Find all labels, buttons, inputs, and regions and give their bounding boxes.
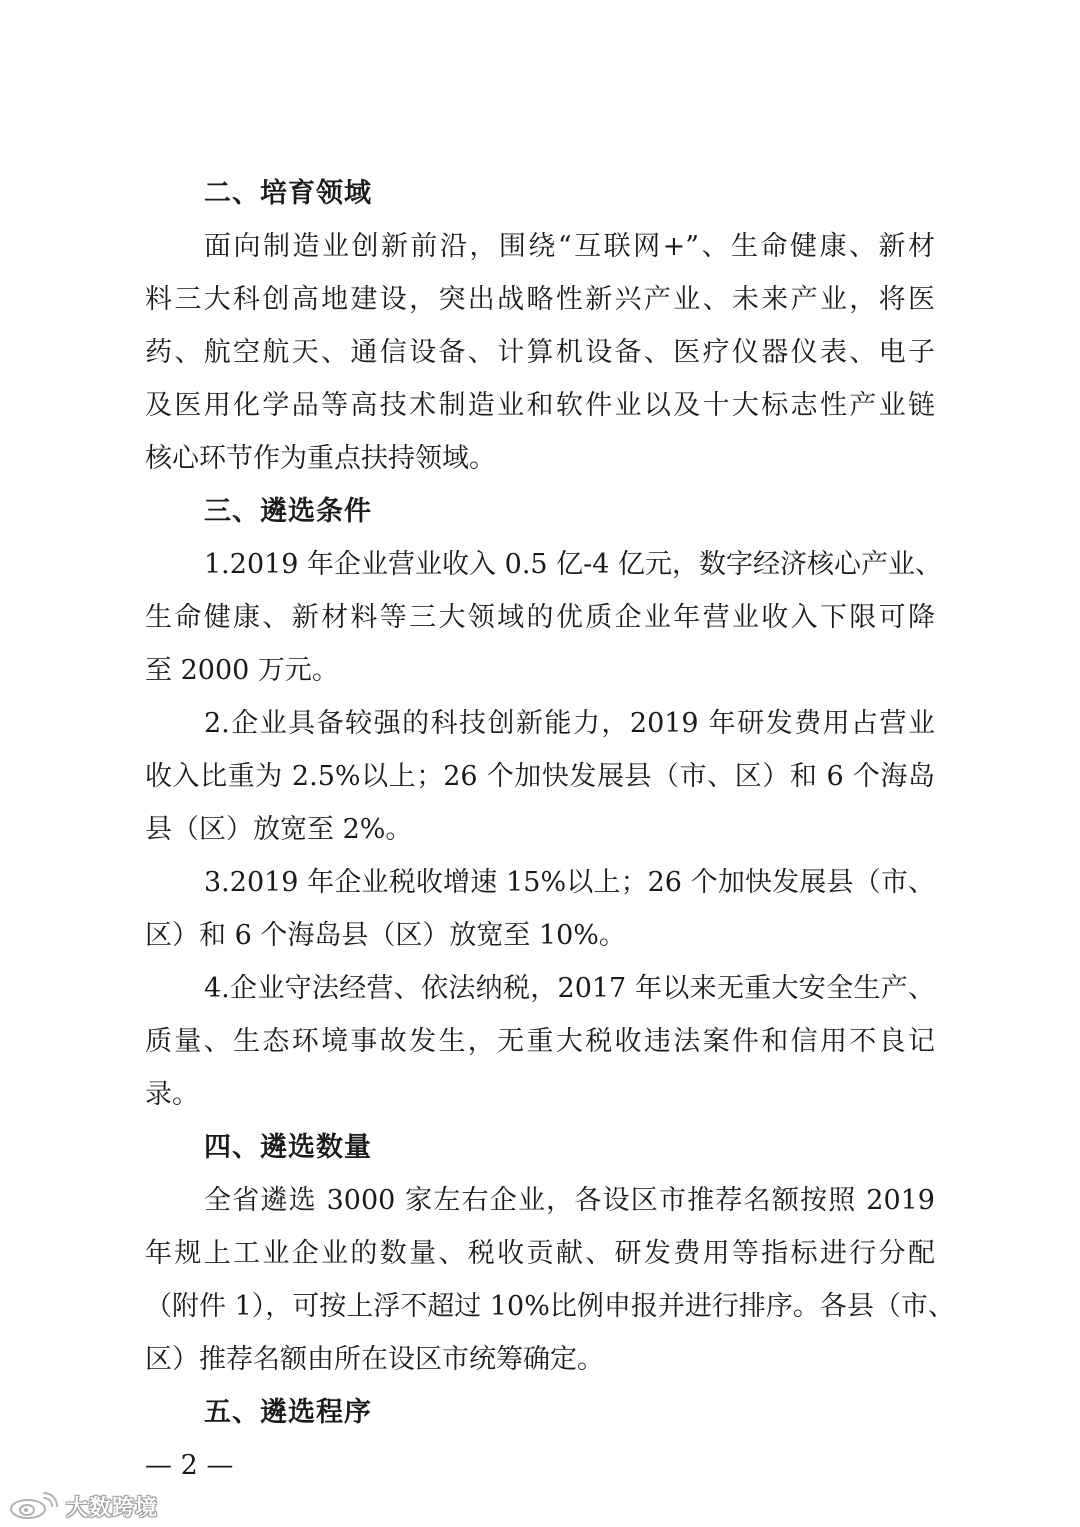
condition-3-line: 3.2019 年企业税收增速 15%以上；26 个加快发展县（市、 <box>204 867 935 898</box>
section-heading-4: 四、遴选数量 <box>204 1132 372 1163</box>
watermark-text: 大数跨境 <box>66 1495 159 1521</box>
paragraph-line: 面向制造业创新前沿，围绕“互联网+”、生命健康、新材 <box>204 231 935 262</box>
paragraph-line: 料三大科创高地建设，突出战略性新兴产业、未来产业，将医 <box>145 284 935 315</box>
section-heading-5: 五、遴选程序 <box>204 1397 372 1428</box>
condition-4-line: 质量、生态环境事故发生，无重大税收违法案件和信用不良记 <box>145 1026 935 1057</box>
condition-4-line: 录。 <box>145 1079 199 1110</box>
paragraph-line: 年规上工业企业的数量、税收贡献、研发费用等指标进行分配 <box>145 1238 935 1269</box>
condition-1-line: 至 2000 万元。 <box>145 655 339 686</box>
weibo-logo-icon <box>8 1492 60 1520</box>
paragraph-line: 核心环节作为重点扶持领域。 <box>145 443 496 474</box>
condition-1-line: 生命健康、新材料等三大领域的优质企业年营业收入下限可降 <box>145 602 935 633</box>
condition-3-line: 区）和 6 个海岛县（区）放宽至 10%。 <box>145 920 626 951</box>
paragraph-line: 全省遴选 3000 家左右企业，各设区市推荐名额按照 2019 <box>204 1185 935 1216</box>
condition-4-line: 4.企业守法经营、依法纳税，2017 年以来无重大安全生产、 <box>204 973 935 1004</box>
watermark <box>8 1488 158 1524</box>
paragraph-line: 药、航空航天、通信设备、计算机设备、医疗仪器仪表、电子 <box>145 337 935 368</box>
condition-2-line: 收入比重为 2.5%以上；26 个加快发展县（市、区）和 6 个海岛 <box>145 761 935 792</box>
section-heading-3: 三、遴选条件 <box>204 496 372 527</box>
condition-2-line: 县（区）放宽至 2%。 <box>145 814 413 845</box>
condition-2-line: 2.企业具备较强的科技创新能力，2019 年研发费用占营业 <box>204 708 935 739</box>
condition-1-line: 1.2019 年企业营业收入 0.5 亿-4 亿元，数字经济核心产业、 <box>204 549 943 580</box>
section-heading-2: 二、培育领域 <box>204 178 372 209</box>
paragraph-line: （附件 1），可按上浮不超过 10%比例申报并进行排序。各县（市、 <box>145 1291 955 1322</box>
paragraph-line: 及医用化学品等高技术制造业和软件业以及十大标志性产业链 <box>145 390 935 421</box>
page-number: — 2 — <box>145 1450 234 1481</box>
paragraph-line: 区）推荐名额由所在设区市统筹确定。 <box>145 1344 604 1375</box>
